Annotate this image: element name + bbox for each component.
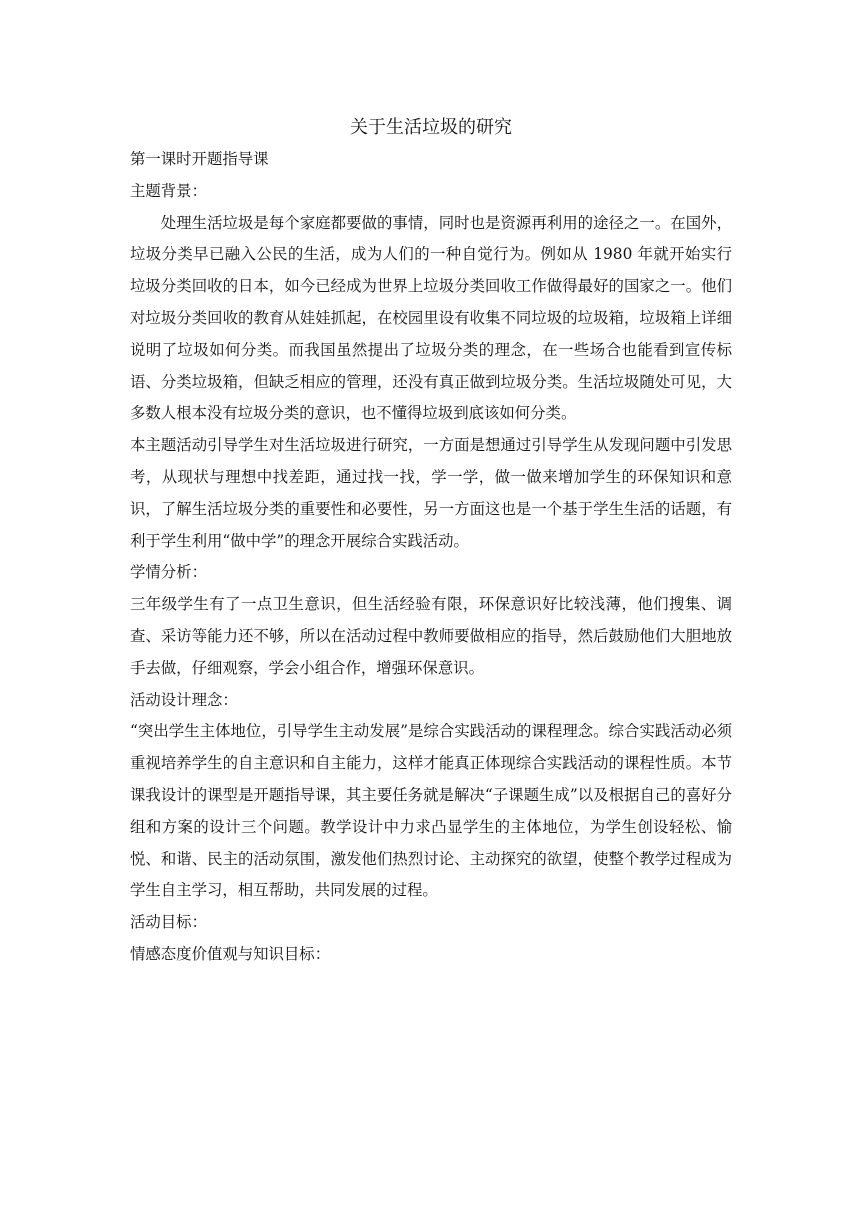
paragraph: 活动设计理念： [130,690,238,709]
paragraph-list [130,144,732,971]
paragraph: 处理生活垃圾是每个家庭都要做的事情，同时也是资源再利用的途径之一。在国外，垃圾分类早已融入公民的生活，成为人们的一种自觉行为。例如从 1980 年就开始实行垃圾分类回收的日本，如今已经成为世界上垃圾分类回收工作做得最好的国家之一。他们对垃圾分类回收的教育从娃娃抓起，在校园里设有收集不同垃圾的垃圾箱，垃圾箱上详细说明了垃圾如何分类。而我国虽然提出了垃圾分类的理念，在一些场合也能看到宣传标语、分类垃圾箱，但缺乏相应的管理，还没有真正做到垃圾分类。生活垃圾随处可见，大多数人根本没有垃圾分类的意识，也不懂得垃圾到底该如何分类。 [130,213,732,423]
paragraph: “突出学生主体地位，引导学生主动发展”是综合实践活动的课程理念。综合实践活动必须重视培养学生的自主意识和自主能力，这样才能真正体现综合实践活动的课程性质。本节课我设计的课型是开题指导课，其主要任务就是解决“子课题生成”以及根据自己的喜好分组和方案的设计三个问题。教学设计中力求凸显学生的主体地位，为学生创设轻松、愉悦、和谐、民主的活动氛围，激发他们热烈讨论、主动探究的欲望，使整个教学过程成为学生自主学习，相互帮助，共同发展的过程。 [130,722,732,900]
paragraph: 活动目标： [130,913,207,932]
paragraph: 第一课时开题指导课 [130,150,269,168]
paragraph: 情感态度价值观与知识目标： [130,944,331,963]
paragraph: 学情分析： [130,563,207,582]
document-title: 关于生活垃圾的研究 [350,117,512,138]
paragraph: 三年级学生有了一点卫生意识，但生活经验有限，环保意识好比较浅薄，他们搜集、调查、采访等能力还不够，所以在活动过程中教师要做相应的指导，然后鼓励他们大胆地放手去做，仔细观察，学会小组合作，增强环保意识。 [130,595,732,677]
document-body [130,112,732,971]
paragraph: 本主题活动引导学生对生活垃圾进行研究，一方面是想通过引导学生从发现问题中引发思考，从现状与理想中找差距，通过找一找，学一学，做一做来增加学生的环保知识和意识，了解生活垃圾分类的重要性和必要性，另一方面这也是一个基于学生生活的话题，有利于学生利用“做中学”的理念开展综合实践活动。 [130,436,732,550]
paragraph: 主题背景： [130,181,207,200]
